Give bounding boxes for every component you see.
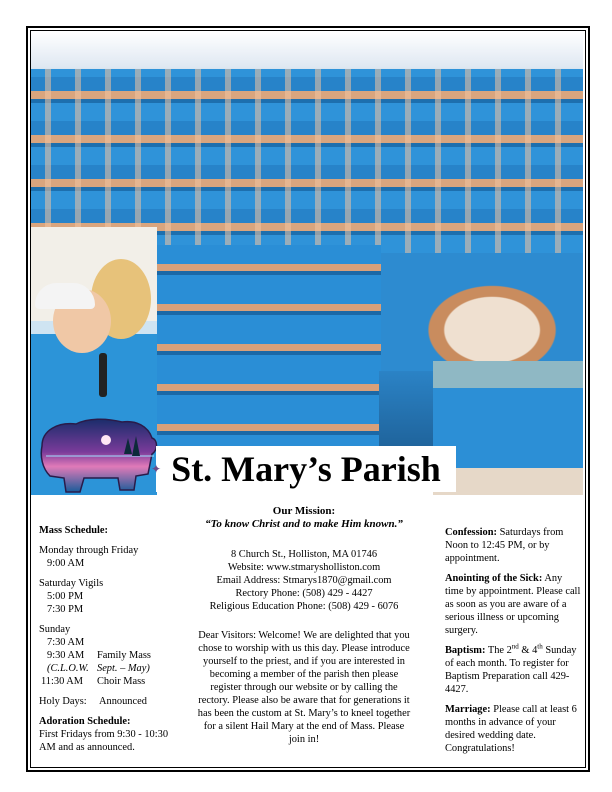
sunday-label: Sunday [39, 624, 71, 635]
weekday-label: Monday through Friday [39, 545, 139, 556]
sunday-mass-row [39, 662, 179, 675]
sunday-mass-row [39, 675, 179, 688]
mass-schedule-heading: Mass Schedule: [39, 525, 108, 536]
marriage-text: Please call at least 6 months in advance of your desired wedding date. Congratulations! [445, 704, 577, 754]
sunday-note: Choir Mass [97, 676, 146, 687]
anointing-block [445, 572, 581, 637]
sunday-mass-row [39, 649, 179, 662]
holy-days-row [39, 695, 179, 708]
baptism-label: Baptism: [445, 645, 486, 656]
confession-block [445, 526, 581, 565]
baptism-block: Baptism: The 2nd & 4th Sunday of each month. To register for Baptism Preparation call 429-4427. [445, 642, 577, 695]
sunday-time: 11:30 AM [41, 676, 84, 687]
sunday-time: (C.L.O.W. [47, 663, 89, 674]
mission-heading: Our Mission: [272, 505, 336, 517]
adoration-text: First Fridays from 9:30 - 10:30 AM and as announced. [39, 729, 169, 753]
holy-days-value: Announced [99, 696, 147, 707]
confession-text: Saturdays from Noon to 12:45 PM, or by appointment. [445, 527, 564, 564]
weekday-time: 9:00 AM [47, 558, 85, 569]
religious-education-phone: Religious Education Phone: (508) 429 - 6076 [209, 601, 399, 612]
bear-logo-icon [36, 416, 160, 496]
address: 8 Church St., Holliston, MA 01746 [230, 549, 378, 560]
group-photo-secondary [157, 245, 381, 451]
saturday-time: 7:30 PM [47, 604, 84, 615]
sacraments [445, 526, 581, 762]
saturday-label: Saturday Vigils [39, 578, 104, 589]
confession-label: Confession: [445, 527, 497, 538]
mission-and-contact [184, 505, 424, 746]
sunday-note: Sept. – May) [97, 663, 150, 674]
holy-days-label: Holy Days: [39, 696, 87, 707]
anointing-label: Anointing of the Sick: [445, 573, 543, 584]
marriage-label: Marriage: [445, 704, 491, 715]
sunday-time: 9:30 AM [47, 650, 85, 661]
rectory-phone: Rectory Phone: (508) 429 - 4427 [235, 588, 373, 599]
sunday-note: Family Mass [97, 650, 151, 661]
marriage-block [445, 703, 581, 755]
anointing-text: Any time by appointment. Please call as soon as you are aware of a serious illness or upcoming surgery. [445, 573, 581, 636]
saturday-time: 5:00 PM [47, 591, 84, 602]
sparkle-icon: ✦ [151, 462, 162, 476]
email[interactable]: Email Address: Stmarys1870@gmail.com [216, 575, 392, 586]
group-photo-main [31, 31, 583, 253]
sunday-time: 7:30 AM [47, 637, 85, 648]
sunday-mass-row [39, 636, 179, 649]
adoration-heading: Adoration Schedule: [39, 716, 131, 727]
mass-schedule [39, 524, 179, 754]
mission-statement: “To know Christ and to make Him known.” [205, 518, 403, 530]
welcome-message: Dear Visitors: Welcome! We are delighted that you chose to worship with us this day. Please introduce yourself to the priest, and if you are interested in becoming a member of the parish then please register through our website or by calling the rectory. Please also be aware that for generations it has been the custom at St. Mary’s to kneel together for a silent Hail Mary at the end of Mass. Please join in! [197, 630, 411, 745]
website[interactable]: Website: www.stmarysholliston.com [227, 562, 381, 573]
parish-title: St. Mary’s Parish [156, 446, 456, 492]
